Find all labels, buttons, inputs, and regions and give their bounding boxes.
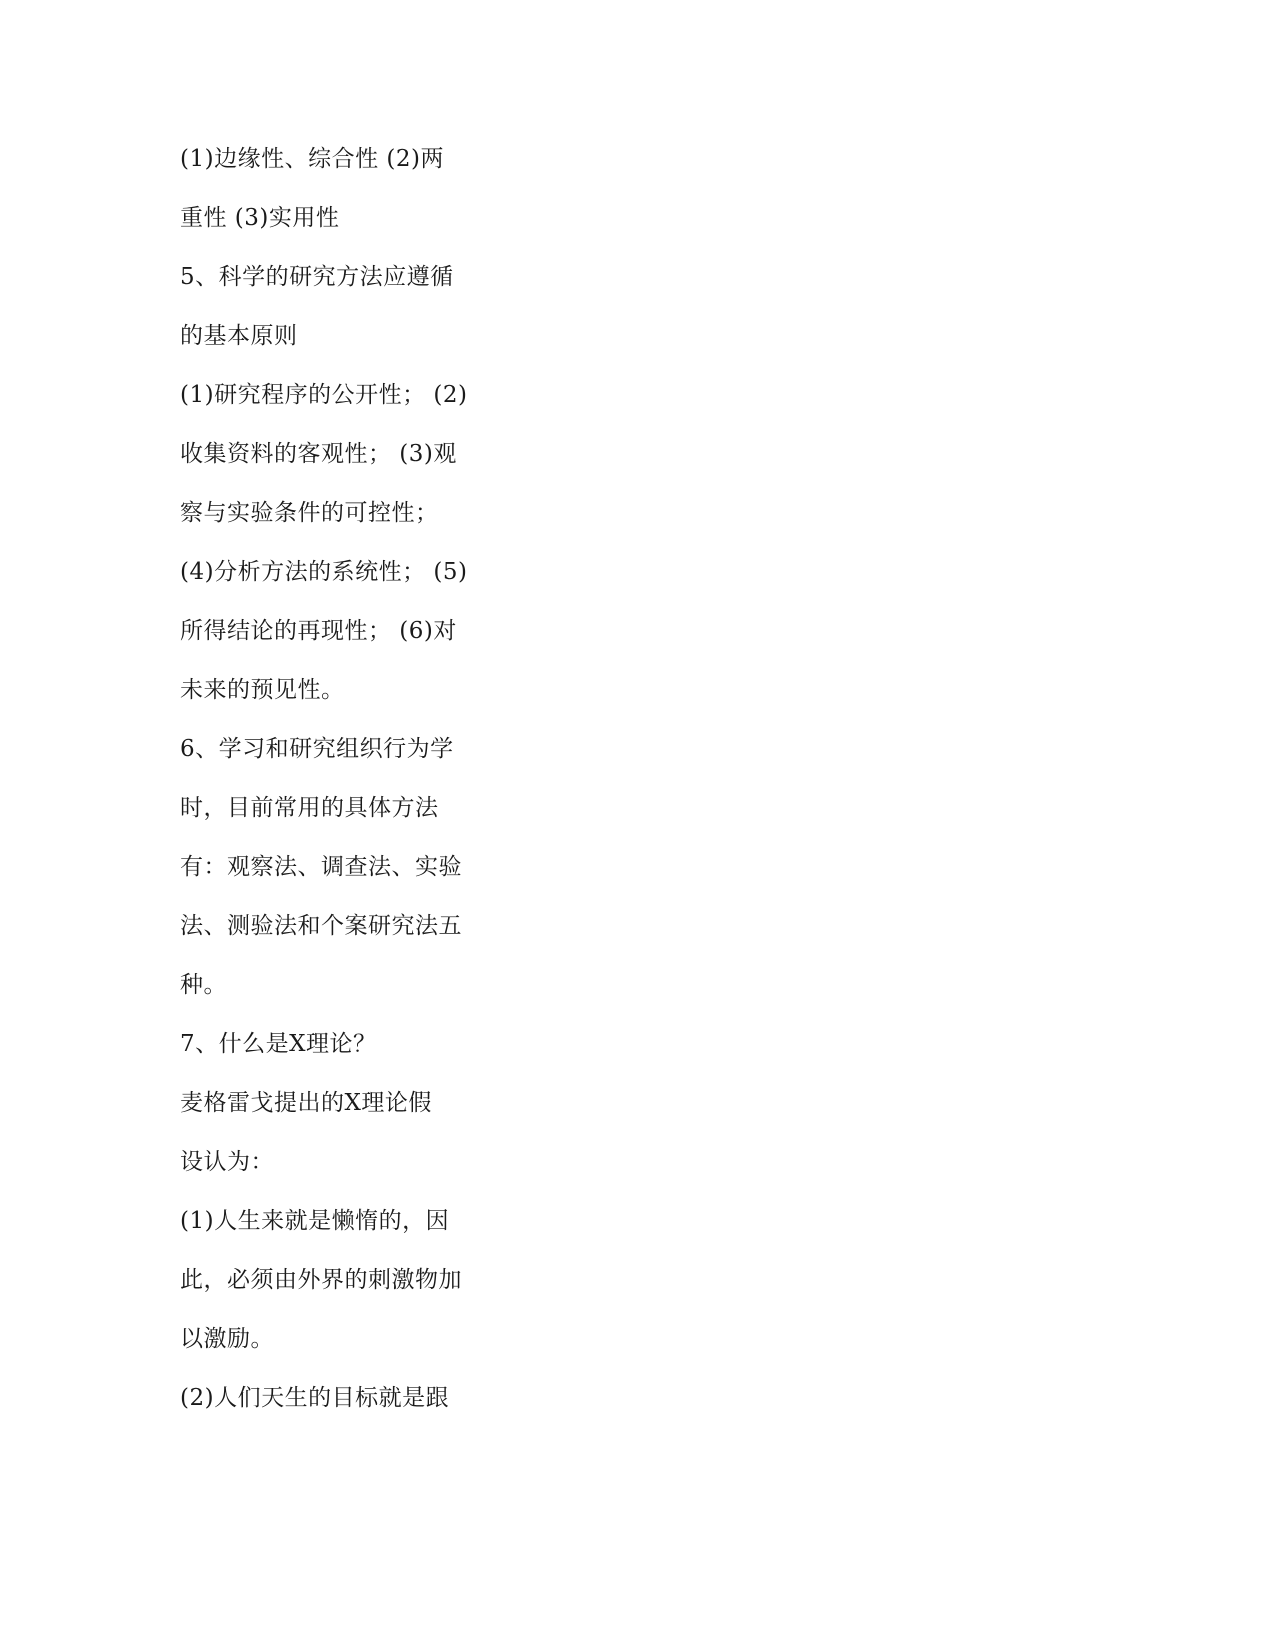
- text-line: 重性 (3)实用性: [180, 205, 340, 231]
- text-line: 此，必须由外界的刺激物加: [180, 1267, 462, 1293]
- text-line: 法、测验法和个案研究法五: [180, 913, 462, 939]
- text-line: 有：观察法、调查法、实验: [180, 854, 462, 880]
- section-heading-7: 7、什么是X理论？: [180, 1031, 377, 1057]
- text-line: (1)人生来就是懒惰的，因: [180, 1208, 450, 1234]
- text-line: (1)研究程序的公开性； (2): [180, 382, 468, 408]
- text-line: 时，目前常用的具体方法: [180, 795, 439, 821]
- text-line: 设认为：: [180, 1149, 274, 1175]
- section-heading-6: 6、学习和研究组织行为学: [180, 736, 454, 762]
- text-line: (2)人们天生的目标就是跟: [180, 1385, 450, 1411]
- section-heading-5: 5、科学的研究方法应遵循: [180, 264, 454, 290]
- text-line: 以激励。: [180, 1326, 274, 1352]
- text-line: 收集资料的客观性； (3)观: [180, 441, 457, 467]
- document-text-column: [180, 136, 480, 1434]
- text-line: (1)边缘性、综合性 (2)两: [180, 146, 444, 172]
- text-line: 的基本原则: [180, 323, 298, 349]
- text-line: 未来的预见性。: [180, 677, 345, 703]
- text-line: 种。: [180, 972, 227, 998]
- text-line: 所得结论的再现性； (6)对: [180, 618, 457, 644]
- text-line: 察与实验条件的可控性；: [180, 500, 439, 526]
- text-line: (4)分析方法的系统性； (5): [180, 559, 468, 585]
- text-line: 麦格雷戈提出的X理论假: [180, 1090, 432, 1116]
